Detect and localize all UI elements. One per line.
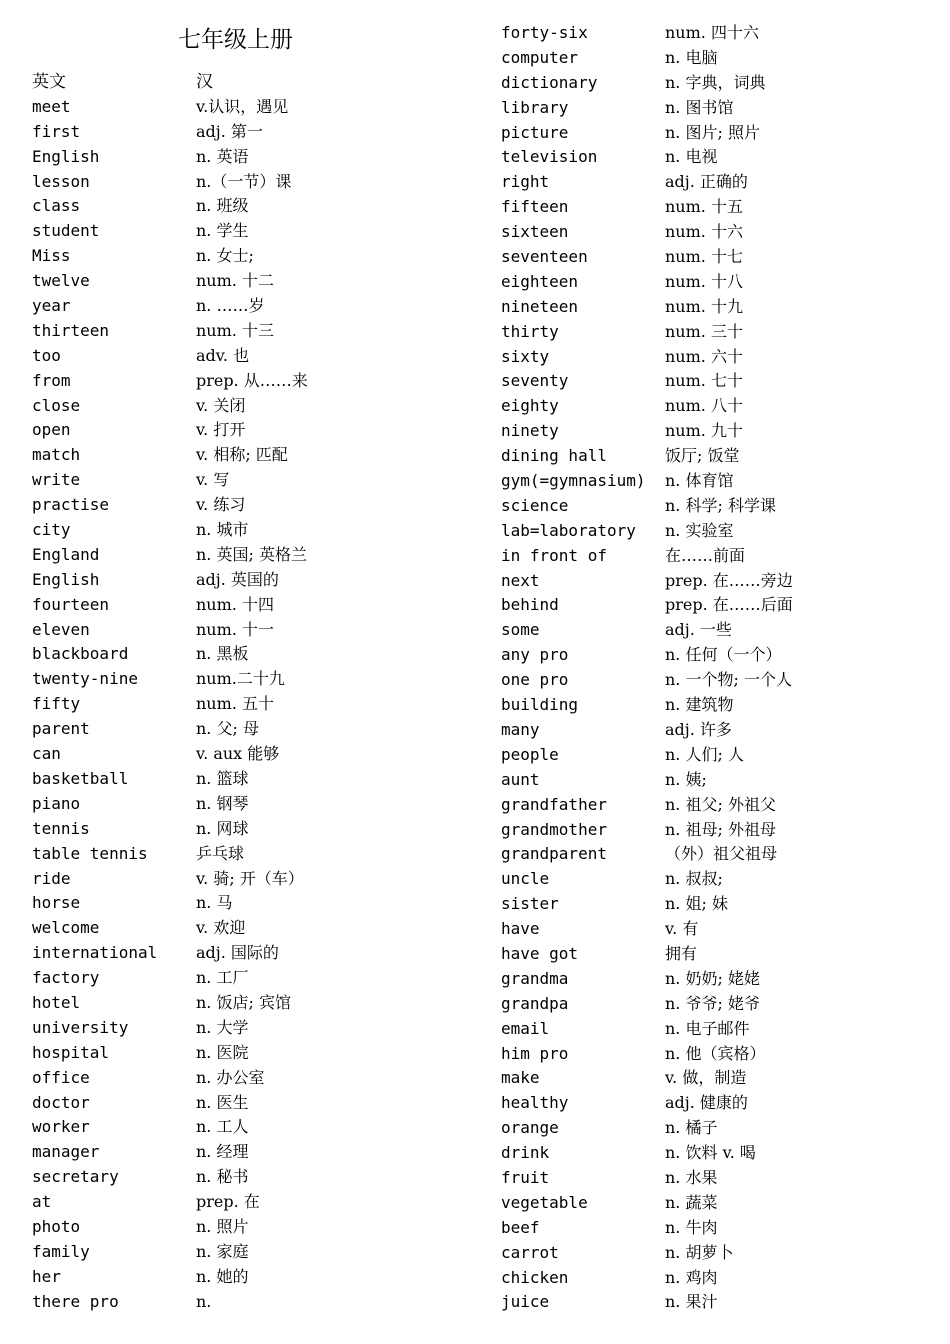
english-word: England <box>32 544 100 564</box>
english-word: chicken <box>501 1267 569 1287</box>
english-word: horse <box>32 893 81 913</box>
english-word: fruit <box>501 1167 550 1187</box>
chinese-meaning: n. 实验室 <box>665 520 734 540</box>
english-word: first <box>32 121 81 141</box>
english-word: grandma <box>501 968 569 988</box>
header-english: 英文 <box>32 72 66 92</box>
chinese-meaning: n. 医生 <box>196 1092 249 1112</box>
english-word: make <box>501 1068 540 1088</box>
english-word: practise <box>32 495 110 515</box>
chinese-meaning: num. 十九 <box>665 296 743 316</box>
english-word: have got <box>501 943 579 963</box>
english-word: tennis <box>32 818 90 838</box>
chinese-meaning: prep. 在 <box>196 1192 260 1212</box>
chinese-meaning: n. 祖父; 外祖父 <box>665 794 776 814</box>
chinese-meaning: n. 城市 <box>196 520 249 540</box>
chinese-meaning: v. aux 能够 <box>196 744 280 764</box>
english-word: office <box>32 1067 90 1087</box>
english-word: grandmother <box>501 819 607 839</box>
chinese-meaning: prep. 在……旁边 <box>665 570 793 590</box>
chinese-meaning: n. 人们; 人 <box>665 744 744 764</box>
chinese-meaning: n. 英语 <box>196 146 249 166</box>
english-word: lab=laboratory <box>501 520 636 540</box>
chinese-meaning: v. 练习 <box>196 495 246 515</box>
english-word: year <box>32 296 71 316</box>
chinese-meaning: n. 班级 <box>196 196 249 216</box>
english-word: library <box>501 97 569 117</box>
chinese-meaning: n. 网球 <box>196 818 249 838</box>
english-word: computer <box>501 47 579 67</box>
english-word: basketball <box>32 768 129 788</box>
english-word: aunt <box>501 769 540 789</box>
chinese-meaning: adj. 英国的 <box>196 569 279 589</box>
english-word: seventeen <box>501 247 588 267</box>
chinese-meaning: prep. 从……来 <box>196 370 308 390</box>
english-word: thirty <box>501 321 559 341</box>
chinese-meaning: n. 秘书 <box>196 1167 249 1187</box>
chinese-meaning: n. 工人 <box>196 1117 249 1137</box>
english-word: grandparent <box>501 844 607 864</box>
english-word: have <box>501 919 540 939</box>
english-word: at <box>32 1192 52 1212</box>
english-word: vegetable <box>501 1192 588 1212</box>
chinese-meaning: v.认识，遇见 <box>196 96 289 116</box>
english-word: uncle <box>501 869 550 889</box>
chinese-meaning: n. 父; 母 <box>196 719 259 739</box>
english-word: behind <box>501 595 559 615</box>
chinese-meaning: num. 十六 <box>665 222 743 242</box>
chinese-meaning: num. 五十 <box>196 694 274 714</box>
english-word: eighteen <box>501 271 579 291</box>
english-word: building <box>501 695 579 715</box>
chinese-meaning: num. 十八 <box>665 271 743 291</box>
english-word: ride <box>32 868 71 888</box>
chinese-meaning: n. 电子邮件 <box>665 1018 750 1038</box>
english-word: sixty <box>501 346 550 366</box>
chinese-meaning: n. 她的 <box>196 1266 249 1286</box>
english-word: gym(=gymnasium) <box>501 471 646 491</box>
english-word: in front of <box>501 545 607 565</box>
chinese-meaning: v. 做，制造 <box>665 1068 747 1088</box>
chinese-meaning: num. 七十 <box>665 371 743 391</box>
english-word: city <box>32 520 71 540</box>
chinese-meaning: （外）祖父祖母 <box>665 844 778 864</box>
chinese-meaning: n. 爷爷; 姥爷 <box>665 993 760 1013</box>
english-word: email <box>501 1018 550 1038</box>
english-word: international <box>32 943 158 963</box>
chinese-meaning: adv. 也 <box>196 345 250 365</box>
chinese-meaning: adj. 第一 <box>196 121 263 141</box>
english-word: university <box>32 1017 129 1037</box>
chinese-meaning: n. 图书馆 <box>665 97 734 117</box>
english-word: table tennis <box>32 843 148 863</box>
chinese-meaning: 饭厅; 饭堂 <box>665 446 740 466</box>
chinese-meaning: 乒乓球 <box>196 843 245 863</box>
chinese-meaning: n. 图片; 照片 <box>665 122 760 142</box>
english-word: hospital <box>32 1042 110 1062</box>
english-word: next <box>501 570 540 590</box>
english-word: family <box>32 1241 90 1261</box>
chinese-meaning: n. 一个物; 一个人 <box>665 670 792 690</box>
chinese-meaning: n. <box>196 1291 212 1311</box>
chinese-meaning: n. 电脑 <box>665 47 718 67</box>
chinese-meaning: v. 欢迎 <box>196 918 246 938</box>
english-word: right <box>501 172 550 192</box>
english-word: twenty-nine <box>32 669 138 689</box>
english-word: fifteen <box>501 197 569 217</box>
english-word: dictionary <box>501 72 598 92</box>
english-word: can <box>32 744 61 764</box>
english-word: welcome <box>32 918 100 938</box>
chinese-meaning: v. 关闭 <box>196 395 246 415</box>
chinese-meaning: n. 蔬菜 <box>665 1192 718 1212</box>
english-word: sister <box>501 894 559 914</box>
english-word: English <box>32 569 100 589</box>
english-word: science <box>501 495 569 515</box>
chinese-meaning: n. 胡萝卜 <box>665 1242 734 1262</box>
chinese-meaning: n. 水果 <box>665 1167 718 1187</box>
chinese-meaning: n. 经理 <box>196 1142 249 1162</box>
chinese-meaning: n. 他（宾格） <box>665 1043 766 1063</box>
chinese-meaning: n. 姐; 妹 <box>665 894 728 914</box>
chinese-meaning: v. 相称; 匹配 <box>196 445 288 465</box>
chinese-meaning: adj. 正确的 <box>665 172 748 192</box>
chinese-meaning: n. 叔叔; <box>665 869 723 889</box>
chinese-meaning: n. 英国; 英格兰 <box>196 544 307 564</box>
chinese-meaning: n. 橘子 <box>665 1118 718 1138</box>
chinese-meaning: n. 篮球 <box>196 768 249 788</box>
chinese-meaning: n. 鸡肉 <box>665 1267 718 1287</box>
chinese-meaning: num. 十四 <box>196 594 274 614</box>
english-word: parent <box>32 719 90 739</box>
chinese-meaning: n. 女士; <box>196 246 254 266</box>
chinese-meaning: n. 照片 <box>196 1216 249 1236</box>
chinese-meaning: num. 十三 <box>196 320 274 340</box>
english-word: ninety <box>501 421 559 441</box>
chinese-meaning: n. 大学 <box>196 1017 249 1037</box>
english-word: television <box>501 147 598 167</box>
chinese-meaning: n. 电视 <box>665 147 718 167</box>
english-word: piano <box>32 793 81 813</box>
chinese-meaning: n. 饮料 v. 喝 <box>665 1143 756 1163</box>
chinese-meaning: num. 十七 <box>665 247 743 267</box>
english-word: grandpa <box>501 993 569 1013</box>
english-word: fourteen <box>32 594 110 614</box>
chinese-meaning: n. 果汁 <box>665 1292 718 1312</box>
chinese-meaning: n. 钢琴 <box>196 793 249 813</box>
english-word: from <box>32 370 71 390</box>
chinese-meaning: n.（一节）课 <box>196 171 292 191</box>
english-word: secretary <box>32 1167 119 1187</box>
english-word: manager <box>32 1142 100 1162</box>
chinese-meaning: prep. 在……后面 <box>665 595 793 615</box>
english-word: photo <box>32 1216 81 1236</box>
english-word: hotel <box>32 992 81 1012</box>
english-word: orange <box>501 1118 559 1138</box>
chinese-meaning: n. 体育馆 <box>665 471 734 491</box>
english-word: many <box>501 719 540 739</box>
chinese-meaning: n. 祖母; 外祖母 <box>665 819 776 839</box>
chinese-meaning: v. 写 <box>196 470 230 490</box>
chinese-meaning: v. 有 <box>665 919 699 939</box>
chinese-meaning: v. 骑; 开（车） <box>196 868 304 888</box>
english-word: there pro <box>32 1291 119 1311</box>
english-word: forty-six <box>501 23 588 42</box>
chinese-meaning: n. 建筑物 <box>665 695 734 715</box>
english-word: him pro <box>501 1043 569 1063</box>
chinese-meaning: num. 十二 <box>196 271 274 291</box>
chinese-meaning: n. 奶奶; 姥姥 <box>665 968 760 988</box>
english-word: seventy <box>501 371 569 391</box>
english-word: nineteen <box>501 296 579 316</box>
chinese-meaning: num. 三十 <box>665 321 743 341</box>
chinese-meaning: n. 饭店; 宾馆 <box>196 992 291 1012</box>
english-word: write <box>32 470 81 490</box>
english-word: open <box>32 420 71 440</box>
english-word: too <box>32 345 61 365</box>
english-word: twelve <box>32 271 90 291</box>
chinese-meaning: n. 家庭 <box>196 1241 249 1261</box>
english-word: eleven <box>32 619 90 639</box>
english-word: people <box>501 744 559 764</box>
english-word: student <box>32 221 100 241</box>
english-word: dining hall <box>501 446 607 466</box>
english-word: lesson <box>32 171 90 191</box>
english-word: blackboard <box>32 644 129 664</box>
english-word: grandfather <box>501 794 607 814</box>
chinese-meaning: num. 六十 <box>665 346 743 366</box>
chinese-meaning: n. 任何（一个） <box>665 645 782 665</box>
english-word: class <box>32 196 81 216</box>
english-word: worker <box>32 1117 90 1137</box>
chinese-meaning: n. 姨; <box>665 769 707 789</box>
chinese-meaning: v. 打开 <box>196 420 246 440</box>
english-word: factory <box>32 968 100 988</box>
chinese-meaning: adj. 国际的 <box>196 943 279 963</box>
english-word: meet <box>32 96 71 116</box>
chinese-meaning: n. 字典，词典 <box>665 72 766 92</box>
english-word: thirteen <box>32 320 110 340</box>
english-word: match <box>32 445 81 465</box>
english-word: picture <box>501 122 569 142</box>
chinese-meaning: num. 九十 <box>665 421 743 441</box>
chinese-meaning: num. 十五 <box>665 197 743 217</box>
chinese-meaning: 拥有 <box>665 943 698 963</box>
chinese-meaning: n. 黑板 <box>196 644 249 664</box>
english-word: fifty <box>32 694 81 714</box>
english-word: sixteen <box>501 222 569 242</box>
chinese-meaning: num. 四十六 <box>665 23 759 42</box>
english-word: her <box>32 1266 61 1286</box>
english-word: any pro <box>501 645 569 665</box>
english-word: Miss <box>32 246 71 266</box>
english-word: one pro <box>501 670 569 690</box>
english-word: beef <box>501 1217 540 1237</box>
chinese-meaning: n. 工厂 <box>196 968 249 988</box>
english-word: eighty <box>501 396 559 416</box>
english-word: English <box>32 146 100 166</box>
chinese-meaning: n. 办公室 <box>196 1067 265 1087</box>
page-title: 七年级上册 <box>178 27 293 53</box>
english-word: some <box>501 620 540 640</box>
chinese-meaning: n. 马 <box>196 893 233 913</box>
header-chinese: 汉 <box>196 72 213 92</box>
english-word: drink <box>501 1143 550 1163</box>
english-word: healthy <box>501 1093 569 1113</box>
english-word: juice <box>501 1292 550 1312</box>
chinese-meaning: adj. 许多 <box>665 719 732 739</box>
chinese-meaning: num.二十九 <box>196 669 285 689</box>
chinese-meaning: 在……前面 <box>665 545 746 565</box>
english-word: doctor <box>32 1092 90 1112</box>
chinese-meaning: num. 十一 <box>196 619 274 639</box>
english-word: close <box>32 395 81 415</box>
chinese-meaning: n. 牛肉 <box>665 1217 718 1237</box>
chinese-meaning: n. 医院 <box>196 1042 249 1062</box>
chinese-meaning: adj. 一些 <box>665 620 732 640</box>
english-word: carrot <box>501 1242 559 1262</box>
chinese-meaning: n. 科学; 科学课 <box>665 495 776 515</box>
chinese-meaning: n. 学生 <box>196 221 249 241</box>
chinese-meaning: n. ……岁 <box>196 296 265 316</box>
chinese-meaning: num. 八十 <box>665 396 743 416</box>
chinese-meaning: adj. 健康的 <box>665 1093 748 1113</box>
